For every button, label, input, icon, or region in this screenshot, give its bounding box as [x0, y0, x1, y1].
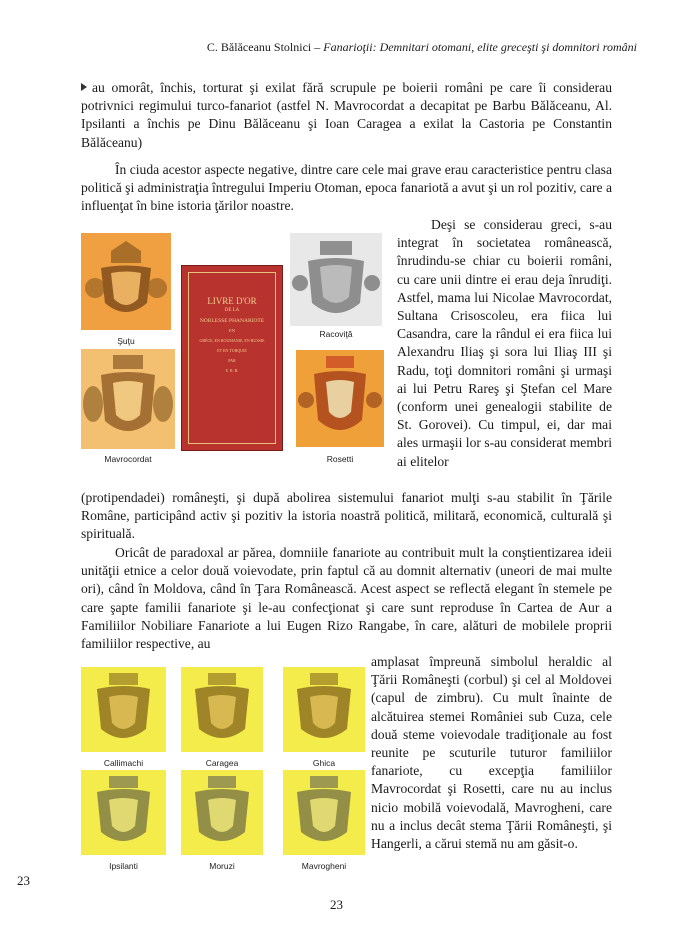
book-title-line-3: NOBLESSE PHANARIOTE	[199, 318, 265, 324]
book-title-line-8: E. R. R.	[225, 368, 239, 373]
header-title: Fanarioţii: Demnitari otomani, elite greceşti şi domnitori români	[323, 40, 637, 54]
book-title-line-2: DE LA	[224, 308, 240, 313]
page-number-bottom: 23	[330, 897, 343, 912]
book-title-line-6: ET EN TURQUIE	[217, 348, 247, 353]
book-title-line-5: GRÈCE, EN ROUMANIE, EN RUSSIE	[199, 338, 265, 343]
mavrogheni-coat-of-arms-icon	[283, 770, 365, 855]
sutu-coat-of-arms-icon	[81, 233, 171, 330]
figure1-caption-sutu: Şuţu	[117, 336, 135, 346]
callimachi-coat-of-arms-icon	[81, 667, 166, 752]
racovita-coat-of-arms-icon	[290, 233, 382, 326]
moruzi-coat-of-arms-icon	[181, 770, 263, 855]
header-author: C. Bălăceanu Stolnici –	[206, 40, 324, 54]
paragraph-4: Oricât de paradoxal ar părea, domniile fanariote au contribuit mult la conştientizarea ideii unităţii etnice a celor două voievodate, prin faptul că au domnit alternativ (uneori de mai multe ori), când în Moldova, când în Ţara Românească. Acest aspect se reflectă elegant în stemele pe care şapte familii fanariote şi le-au confecţionat şi care sunt reproduse în Cartea de Aur a Familiilor Nobiliare Fanariote a lui Eugen Rizo Rangabe, în care, alături de mobilele proprii familiilor respective, au	[81, 545, 612, 652]
continuation-arrow-icon	[81, 83, 87, 91]
figure2-caption-callimachi: Callimachi	[103, 758, 144, 768]
ghica-coat-of-arms-icon	[283, 667, 365, 752]
running-header	[0, 40, 637, 55]
page-number-left: 23	[17, 873, 30, 888]
figure1-caption-rosetti: Rosetti	[326, 454, 354, 464]
mavrocordat-coat-of-arms-icon	[81, 349, 175, 449]
livre-dor-book-cover	[181, 265, 283, 451]
paragraph-2: În ciuda acestor aspecte negative, dintre care cele mai grave erau caracteristice pentru clasa politică şi administraţia întregului Imperiu Otoman, epoca fanariotă a avut şi un rol pozitiv, care a influenţat în bine istoria ţărilor noastre.	[81, 162, 612, 214]
figure2-caption-moruzi: Moruzi	[209, 861, 235, 871]
book-title-line-7: PAR	[228, 358, 236, 363]
figure1-caption-racovita: Racoviţă	[319, 329, 353, 339]
caragea-coat-of-arms-icon	[181, 667, 263, 752]
figure2-caption-caragea: Caragea	[205, 758, 239, 768]
paragraph-3-continued: (protipendadei) româneşti, şi după abolirea sistemului fanariot mulţi s-au stabilit în Ţările Române, participând activ şi pozitiv la istoria noastră politică, militară, economică, culturală şi spirituală.	[81, 490, 612, 542]
figure2-caption-mavrogheni: Mavrogheni	[301, 861, 347, 871]
figure1-caption-mavrocordat: Mavrocordat	[104, 454, 152, 464]
ipsilanti-coat-of-arms-icon	[81, 770, 166, 855]
book-title-line-1: LIVRE D'OR	[207, 296, 257, 306]
paragraph-4-wrapped: amplasat împreună simbolul heraldic al Ţării Româneşti (corbul) şi cel al Moldovei (capul de zimbru). Cu mult înainte de alcătuirea stemei României sub Cuza, cele două steme voievodale tradiţionale au fost reunite pe scuturile tuturor familiilor fanariote, cu excepţia familiilor Mavrocordat şi Rosetti, care nu au inclus nicio mobilă voievodală, Mavrogheni, care nu a inclus decât stema Ţării Româneşti, şi Hangerli, a cărui stemă nu am găsit-o.	[371, 654, 612, 852]
paragraph-1	[81, 79, 612, 152]
book-title-line-4: EN	[229, 328, 235, 333]
rosetti-coat-of-arms-icon	[296, 350, 384, 447]
paragraph-3-wrapped: Deşi se considerau greci, s-au integrat în societatea românească, înrudindu-se chiar cu boierii români, cu care unii dintre ei erau deja înrudiţi. Astfel, mama lui Nicolae Mavrocordat, Sultana Crisoscoleu, era fiica lui Casandra, care la rândul ei era fiica lui Alexandru Iliaş şi sora lui Iliaş III şi Radu, toţi domnitori români şi urmaşi ai lui Petru Rareş şi Ştefan cel Mare (conform unei genealogii stabilite de St. Gorovei). Cu timpul, ei, dar mai ales urmaşii lor s-au considerat membri ai elitelor	[397, 217, 612, 469]
paragraph-1-text: au omorât, închis, torturat şi exilat fără scrupule pe boierii români pe care îi considerau potrivnici regimului turco-fanariot (astfel N. Mavrocordat a decapitat pe Barbu Bălăceanu, Al. Ipsilanti a închis pe Dinu Bălăceanu şi Ioan Caragea a exilat la Castoria pe Constantin Bălăceanu)	[81, 80, 612, 150]
figure2-caption-ghica: Ghica	[312, 758, 336, 768]
figure2-caption-ipsilanti: Ipsilanti	[109, 861, 138, 871]
